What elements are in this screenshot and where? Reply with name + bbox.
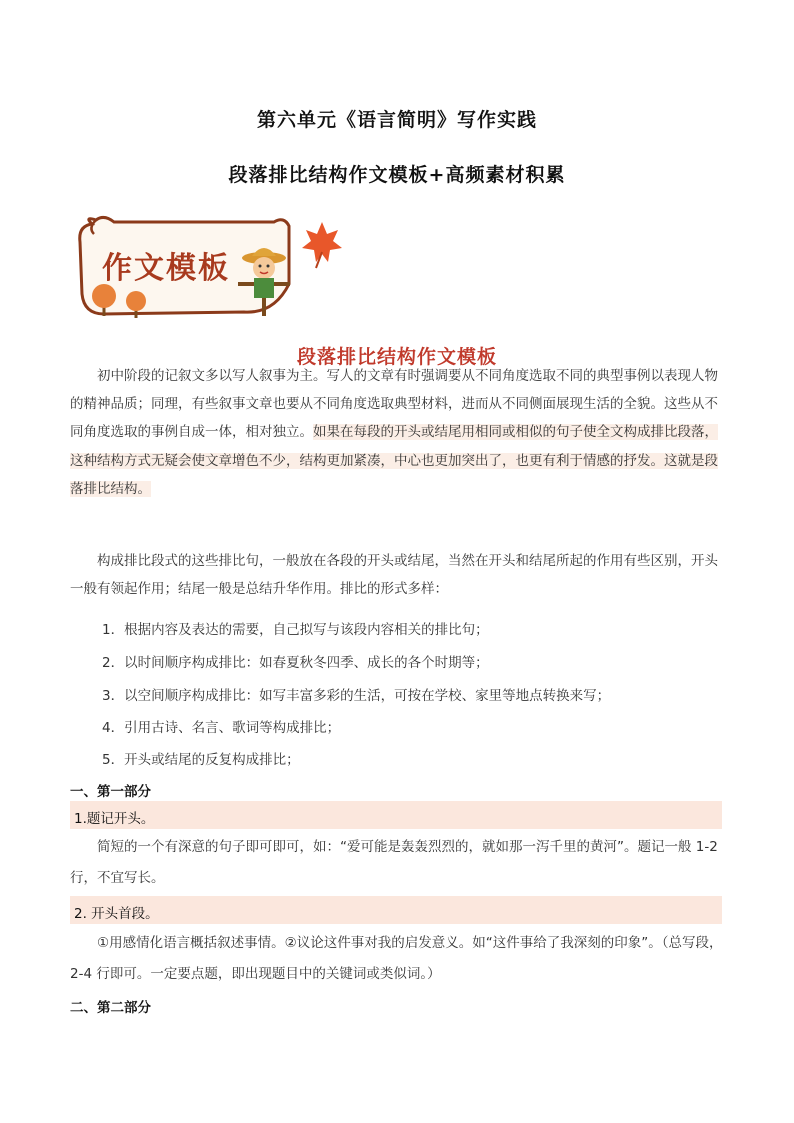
- maple-leaf-icon: [302, 222, 342, 268]
- list-item: 5．开头或结尾的反复构成排比；: [102, 752, 300, 768]
- form-paragraph: 构成排比段式的这些排比句，一般放在各段的开头或结尾，当然在开头和结尾所起的作用有些区别，开头一般有领起作用；结尾一般是总结升华作用。排比的形式多样：: [70, 553, 718, 598]
- item2-label: 2. 开头首段。: [74, 906, 159, 922]
- item1-label: 1.题记开头。: [74, 811, 155, 827]
- document-title: 第六单元《语言简明》写作实践: [256, 109, 537, 131]
- item2-label-band: [70, 896, 722, 924]
- list-item: 4．引用古诗、名言、歌词等构成排比；: [102, 720, 341, 736]
- intro-plain-text: 初中阶段的记叙文多以写人叙事为主。写人的文章有时强调要从不同角度选取不同的典型事例以表现人物的精神品质；同理，有些叙事文章也要从不同角度选取典型材料，进而从不同侧面展现生活的全貌。这些从不同角度选取的事例自成一体，相对独立。: [70, 368, 718, 441]
- list-item: 3．以空间顺序构成排比：如写丰富多彩的生活，可按在学校、家里等地点转换来写；: [102, 688, 611, 704]
- section-title: 段落排比结构作文模板: [296, 346, 497, 368]
- composition-template-badge: [74, 214, 350, 326]
- badge-text: 作文模板: [102, 251, 230, 286]
- part1-heading: 一、第一部分: [70, 784, 151, 800]
- intro-paragraph: [70, 362, 726, 503]
- intro-highlight-text: 如果在每段的开头或结尾用相同或相似的句子使全文构成排比段落，这种结构方式无疑会使文章增色不少，结构更加紧凑，中心也更加突出了，也更有利于情感的抒发。这就是段落排比结构。: [70, 424, 718, 497]
- part2-heading: 二、第二部分: [70, 1000, 151, 1016]
- item1-label-band: [70, 801, 722, 829]
- item2-text: ①用感情化语言概括叙述事情。②议论这件事对我的启发意义。如“这件事给了我深刻的印象”。（总写段，2-4 行即可。一定要点题，即出现题目中的关键词或类似词。）: [70, 935, 723, 982]
- list-item: 1．根据内容及表达的需要，自己拟写与该段内容相关的排比句；: [102, 622, 489, 638]
- item1-text: 简短的一个有深意的句子即可即可，如：“爱可能是轰轰烈烈的，就如那一泻千里的黄河”。题记一般 1-2 行，不宜写长。: [70, 839, 718, 886]
- list-item: 2．以时间顺序构成排比：如春夏秋冬四季、成长的各个时期等；: [102, 655, 489, 671]
- document-subtitle: 段落排比结构作文模板+高频素材积累: [228, 164, 566, 186]
